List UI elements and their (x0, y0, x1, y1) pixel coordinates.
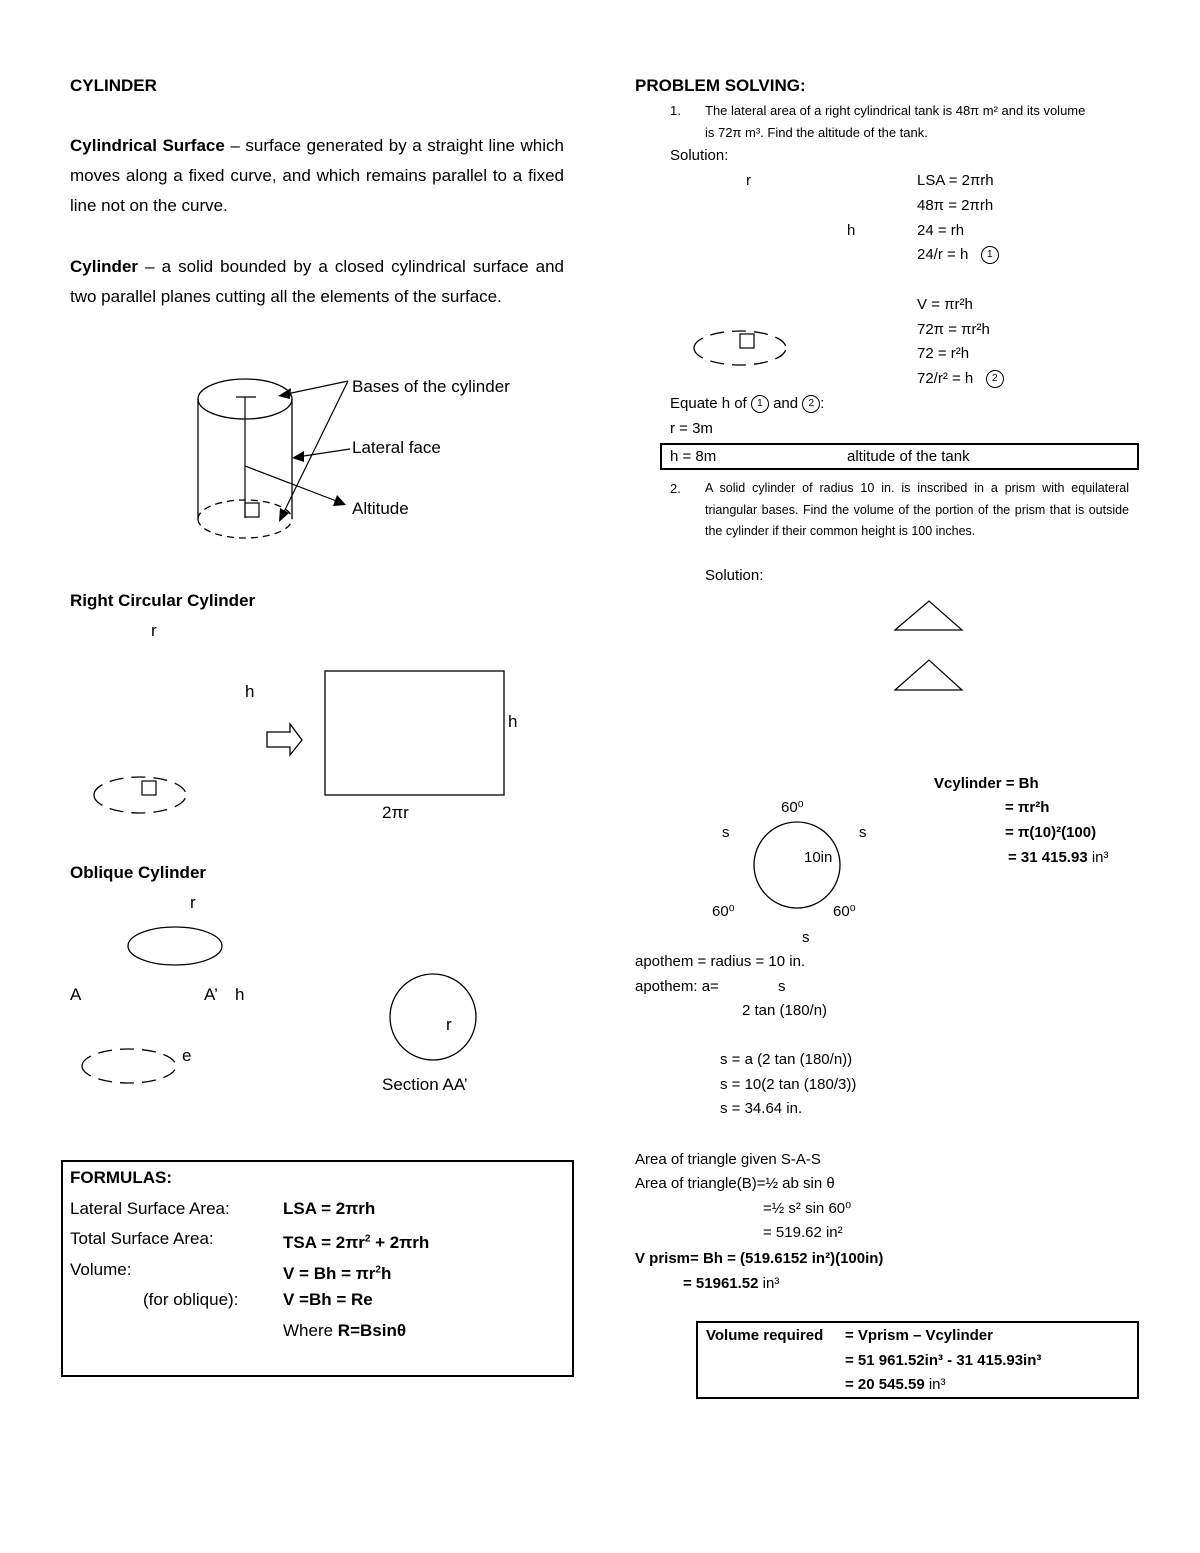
oblique-volume-formula: V =Bh = Re (283, 1290, 373, 1309)
label-lateral-face: Lateral face (352, 438, 441, 457)
angle-bottom-right: 60⁰ (833, 903, 856, 920)
right-r-label: r (151, 621, 157, 640)
side-s-bottom: s (802, 929, 810, 946)
vr-eq1: = Vprism – Vcylinder (845, 1327, 993, 1344)
p1-r-value: r = 3m (670, 420, 713, 437)
p1-equate: Equate h of 1 and 2 : (670, 395, 825, 412)
p1-eq5: V = πr²h (917, 296, 973, 313)
vcyl-eq1: Vcylinder = Bh (934, 775, 1039, 792)
rect-h-label: h (508, 712, 518, 731)
oblique-e-label: e (182, 1046, 192, 1065)
oblique-volume-label: (for oblique): (143, 1290, 239, 1309)
p1-h-label: h (847, 222, 856, 239)
radius-label: 10in (804, 849, 833, 866)
area-line4: = 519.62 in² (763, 1224, 843, 1241)
area-line3: =½ s² sin 60⁰ (763, 1200, 852, 1217)
formulas-title: FORMULAS: (70, 1168, 172, 1187)
oblique-title: Oblique Cylinder (70, 863, 207, 882)
problem-solving-heading: PROBLEM SOLVING: (635, 76, 806, 95)
volume-required-label: Volume required (706, 1327, 824, 1344)
cylinder-definition: Cylinder – a solid bounded by a closed cylindrical surface and two parallel planes cutting all the elements of the surface. (70, 257, 564, 306)
vcyl-eq2: = πr²h (1005, 799, 1050, 816)
circled-2: 2 (986, 370, 1004, 388)
p2-number: 2. (670, 481, 681, 496)
p1-eq4: 24/r = h 1 (917, 246, 999, 264)
angle-bottom-left: 60⁰ (712, 903, 735, 920)
triangle-top (895, 601, 962, 630)
p1-eq1: LSA = 2πrh (917, 172, 994, 189)
section-heading: CYLINDER (70, 76, 157, 95)
p1-eq8: 72/r² = h 2 (917, 370, 1004, 388)
p1-eq7: 72 = r²h (917, 345, 970, 362)
p2-text: A solid cylinder of radius 10 in. is inscribed in a prism with equilateral triangular bases. Find the volume of the portion of the prism that is outside the cylinder if their common height is 100 inches. (705, 481, 1129, 538)
circled-1: 1 (981, 246, 999, 264)
arrow-icon (267, 724, 302, 755)
triangle-bottom (895, 660, 962, 690)
vcyl-eq3: = π(10)²(100) (1005, 824, 1097, 841)
p1-number: 1. (670, 103, 681, 118)
vprism-line1: V prism= Bh = (519.6152 in²)(100in) (635, 1250, 884, 1267)
oblique-r-label: r (190, 893, 196, 912)
cylindrical-surface-definition: Cylindrical Surface – surface generated by a straight line which moves along a fixed curve, and which remains parallel to a fixed line not on the curve. (70, 136, 564, 215)
right-h-label: h (245, 682, 255, 701)
rect-2pir-label: 2πr (382, 803, 409, 822)
p1-eq3: 24 = rh (917, 222, 965, 239)
s-eq2: s = 10(2 tan (180/3)) (720, 1076, 857, 1093)
lsa-formula: LSA = 2πrh (283, 1199, 376, 1218)
apothem-numerator: s (778, 978, 786, 995)
vprism-line2: = 51961.52 in³ (683, 1275, 780, 1292)
p1-text-line2: is 72π m³. Find the altitude of the tank. (705, 125, 928, 140)
p1-eq6: 72π = πr²h (917, 321, 990, 338)
angle-top: 60⁰ (781, 799, 804, 816)
s-eq3: s = 34.64 in. (720, 1100, 803, 1117)
section-circle (390, 974, 476, 1060)
volume-label: Volume: (70, 1260, 132, 1279)
label-bases: Bases of the cylinder (352, 377, 510, 396)
p1-h-value: h = 8m (670, 448, 717, 465)
side-s-right: s (859, 824, 867, 841)
vr-eq3: = 20 545.59 in³ (845, 1376, 946, 1393)
p2-solution-label: Solution: (705, 567, 764, 584)
s-eq1: s = a (2 tan (180/n)) (720, 1051, 853, 1068)
p1-text-line1: The lateral area of a right cylindrical tank is 48π m² and its volume (705, 103, 1086, 118)
oblique-h-label: h (235, 985, 245, 1004)
oblique-A-label: A (70, 985, 82, 1004)
side-s-left: s (722, 824, 730, 841)
apothem-line1: apothem = radius = 10 in. (635, 953, 806, 970)
p1-eq2: 48π = 2πrh (917, 197, 994, 214)
p1-h-description: altitude of the tank (847, 448, 970, 465)
lsa-label: Lateral Surface Area: (70, 1199, 230, 1218)
right-cylinder-title: Right Circular Cylinder (70, 591, 256, 610)
oblique-Aprime-label: A’ (204, 985, 218, 1004)
apothem-line2: apothem: a= (635, 978, 719, 995)
tsa-label: Total Surface Area: (70, 1229, 214, 1248)
p1-r-label: r (746, 172, 751, 189)
area-line1: Area of triangle given S-A-S (635, 1151, 821, 1168)
tsa-formula: TSA = $2\pi r^2 + 2\pi rh$ (283, 1232, 430, 1252)
apothem-denominator: 2 tan (180/n) (742, 1002, 828, 1019)
label-altitude: Altitude (352, 499, 409, 518)
area-line2: Area of triangle(B)=½ ab sin θ (635, 1175, 835, 1192)
vcyl-eq4: = 31 415.93 in³ (1008, 849, 1109, 866)
section-r-label: r (446, 1015, 452, 1034)
where-note: Where R=Bsinθ (283, 1321, 407, 1340)
vr-eq2: = 51 961.52in³ - 31 415.93in³ (845, 1352, 1042, 1369)
unrolled-lateral-face (325, 671, 504, 795)
section-label: Section AA’ (382, 1075, 468, 1094)
p1-solution-label: Solution: (670, 147, 729, 164)
volume-formula: $V = Bh = \pi r^2h$ (283, 1263, 392, 1283)
